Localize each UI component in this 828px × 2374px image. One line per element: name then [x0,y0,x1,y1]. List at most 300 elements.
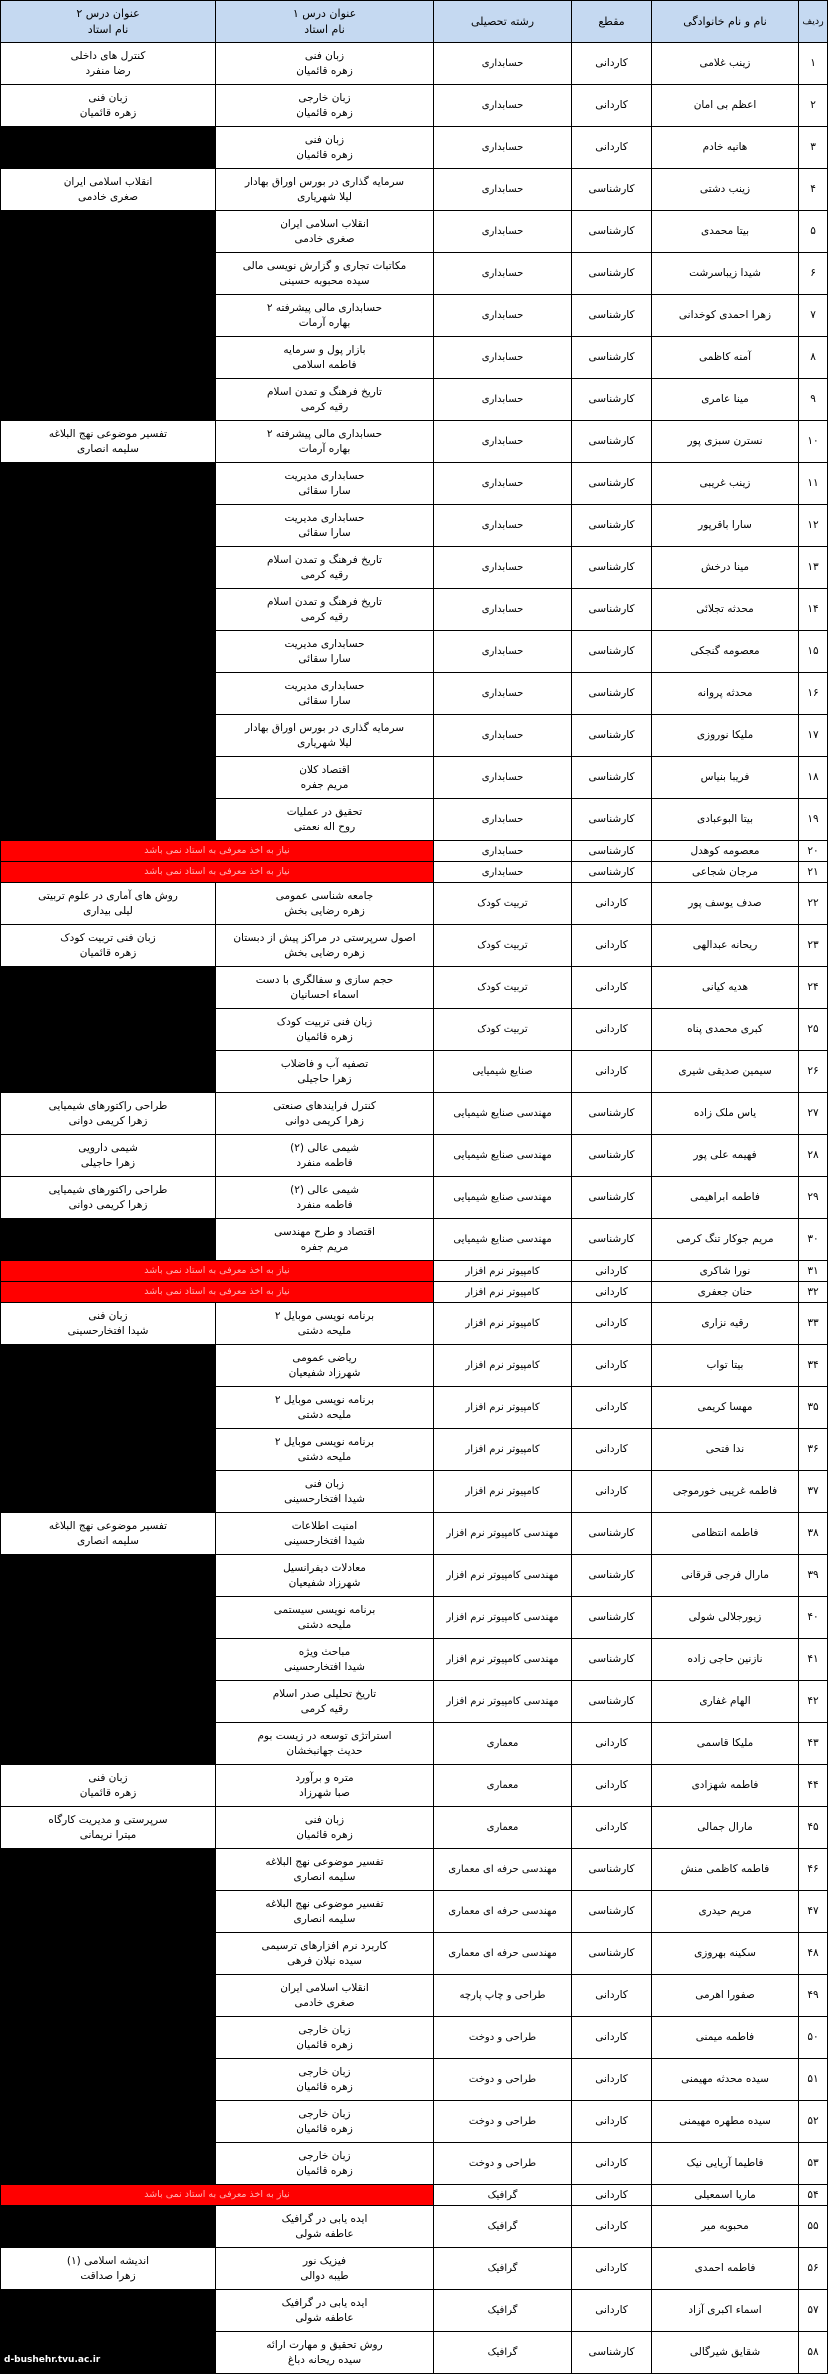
student-name: معصومه کوهدل [651,841,798,862]
field-of-study: حسابداری [433,421,571,463]
course-1-cell [215,1471,433,1513]
course-1-cell [215,253,433,295]
teacher-name: شیدا افتخارحسینی [284,1492,365,1505]
student-name: حنان جعفری [651,1282,798,1303]
field-of-study: کامپیوتر نرم افزار [433,1387,571,1429]
degree-level: کارشناسی [571,1513,651,1555]
row-number: ۱ [798,43,827,85]
teacher-name: رقیه کرمی [300,568,349,581]
row-number: ۳۹ [798,1555,827,1597]
degree-level: کاردانی [571,967,651,1009]
degree-level: کارشناسی [571,1093,651,1135]
course-1-cell [215,757,433,799]
row-number: ۲ [798,85,827,127]
row-number: ۲۰ [798,841,827,862]
field-of-study: طراحی و دوخت [433,2143,571,2185]
teacher-name: سلیمه انصاری [293,1912,356,1925]
row-number: ۳۸ [798,1513,827,1555]
field-of-study: حسابداری [433,547,571,589]
degree-level: کارشناسی [571,2332,651,2374]
teacher-name: رقیه کرمی [300,1702,349,1715]
field-of-study: معماری [433,1765,571,1807]
course-title: جامعه شناسی عمومی [275,889,374,902]
field-of-study: مهندسی صنایع شیمیایی [433,1135,571,1177]
course-title: زبان فنی [304,1813,345,1826]
teacher-name: زهرا کریمی دوانی [285,1114,364,1127]
field-of-study: گرافیک [433,2206,571,2248]
course-title: زبان فنی [304,133,345,146]
degree-level: کاردانی [571,2185,651,2206]
header-course-2-title: عنوان درس ۲ [76,6,140,20]
field-of-study: کامپیوتر نرم افزار [433,1303,571,1345]
student-name: نورا شاکری [651,1261,798,1282]
degree-level: کارشناسی [571,673,651,715]
table-row [0,2206,827,2248]
student-name: ملیکا قاسمی [651,1723,798,1765]
row-number: ۱۹ [798,799,827,841]
table-row [0,1555,827,1597]
field-of-study: حسابداری [433,43,571,85]
student-name: هدیه کیانی [651,967,798,1009]
course-title: انقلاب اسلامی ایران [63,175,153,188]
empty-course-cell [0,673,215,715]
course-2-cell [0,1177,215,1219]
table-row [0,631,827,673]
teacher-name: لیلا شهریاری [297,736,352,749]
course-1-cell [215,1513,433,1555]
empty-course-cell [0,127,215,169]
course-2-cell [0,1093,215,1135]
degree-level: کارشناسی [571,1933,651,1975]
course-2-cell [0,883,215,925]
course-title: فیزیک نور [302,2254,347,2267]
degree-level: کارشناسی [571,715,651,757]
teacher-name: بهاره آرمات [298,316,351,329]
empty-course-cell [0,1891,215,1933]
header-course-2-teacher: نام استاد [87,22,129,36]
student-name: زینب غلامی [651,43,798,85]
header-course-1 [215,1,433,43]
empty-course-cell [0,463,215,505]
field-of-study: طراحی و دوخت [433,2101,571,2143]
table-header-row [0,1,827,43]
course-2-cell [0,169,215,211]
teacher-name: سلیمه انصاری [77,442,139,455]
course-title: زبان فنی تربیت کودک [276,1015,373,1028]
empty-course-cell [0,1933,215,1975]
course-2-cell [0,1807,215,1849]
table-row [0,169,827,211]
course-title: حجم سازی و سفالگری با دست [255,973,394,986]
row-number: ۲۲ [798,883,827,925]
table-row [0,337,827,379]
table-row [0,2332,827,2374]
teacher-name: سیده ریحانه دباغ [287,2353,362,2366]
field-of-study: مهندسی حرفه ای معماری [433,1891,571,1933]
degree-level: کاردانی [571,1387,651,1429]
field-of-study: حسابداری [433,253,571,295]
table-row [0,1345,827,1387]
empty-course-cell [0,967,215,1009]
student-name: زینب غریبی [651,463,798,505]
field-of-study: کامپیوتر نرم افزار [433,1282,571,1303]
row-number: ۵ [798,211,827,253]
row-number: ۴۹ [798,1975,827,2017]
table-row [0,85,827,127]
degree-level: کاردانی [571,2017,651,2059]
table-row [0,1891,827,1933]
header-course-1-teacher: نام استاد [304,22,345,36]
degree-level: کاردانی [571,1975,651,2017]
degree-level: کارشناسی [571,1597,651,1639]
course-title: ریاضی عمومی [292,1351,357,1364]
student-name: ندا فتحی [651,1429,798,1471]
field-of-study: تربیت کودک [433,883,571,925]
teacher-name: میترا نریمانی [79,1828,137,1841]
table-row [0,673,827,715]
teacher-name: شهرزاد شفیعیان [288,1366,361,1379]
row-number: ۴۸ [798,1933,827,1975]
table-row [0,295,827,337]
row-number: ۲۸ [798,1135,827,1177]
teacher-name: ملیحه دشتی [297,1450,352,1463]
student-name: سارا باقرپور [651,505,798,547]
course-title: برنامه نویسی موبایل ۲ [274,1309,375,1322]
degree-level: کارشناسی [571,1891,651,1933]
field-of-study: مهندسی کامپیوتر نرم افزار [433,1555,571,1597]
teacher-name: زهره قائمیان [296,2164,353,2177]
teacher-name: عاطفه شولی [295,2227,354,2240]
course-2-cell [0,421,215,463]
degree-level: کارشناسی [571,505,651,547]
student-name: محبوبه میر [651,2206,798,2248]
course-2-cell [0,2248,215,2290]
course-1-cell [215,1849,433,1891]
course-title: حسابداری مدیریت [284,679,365,692]
course-title: زبان خارجی [298,2107,351,2120]
course-1-cell [215,1933,433,1975]
student-name: یاس ملک زاده [651,1093,798,1135]
teacher-name: اسماء احسانیان [290,988,359,1001]
teacher-name: سلیمه انصاری [77,1534,139,1547]
row-number: ۳۲ [798,1282,827,1303]
degree-level: کارشناسی [571,547,651,589]
degree-level: کاردانی [571,1765,651,1807]
table-row [0,589,827,631]
course-1-cell [215,547,433,589]
row-number: ۹ [798,379,827,421]
row-number: ۱۸ [798,757,827,799]
teacher-name: شیدا افتخارحسینی [284,1660,365,1673]
course-1-cell [215,1093,433,1135]
field-of-study: حسابداری [433,463,571,505]
field-of-study: طراحی و چاپ پارچه [433,1975,571,2017]
course-1-cell [215,2332,433,2374]
empty-course-cell [0,715,215,757]
course-1-cell [215,631,433,673]
header-degree-level: مقطع [571,1,651,43]
row-number: ۵۵ [798,2206,827,2248]
course-1-cell [215,2206,433,2248]
course-title: حسابداری مالی پیشرفته ۲ [266,427,383,440]
field-of-study: گرافیک [433,2290,571,2332]
course-1-cell [215,715,433,757]
teacher-name: فاطمه اسلامی [292,358,357,371]
row-number: ۳ [798,127,827,169]
teacher-name: لیلی بیداری [83,904,133,917]
degree-level: کارشناسی [571,841,651,862]
row-number: ۷ [798,295,827,337]
empty-course-cell [0,547,215,589]
course-title: تفسیر موضوعی نهج البلاغه [48,1519,168,1532]
course-title: زبان فنی تربیت کودک [60,931,156,944]
empty-course-cell [0,1681,215,1723]
degree-level: کاردانی [571,2059,651,2101]
degree-level: کاردانی [571,1429,651,1471]
teacher-name: زهره قائمیان [296,148,353,161]
teacher-name: زهرا کریمی دوانی [68,1114,148,1127]
degree-level: کاردانی [571,1051,651,1093]
table-row [0,1723,827,1765]
course-1-cell [215,337,433,379]
degree-level: کاردانی [571,1723,651,1765]
row-number: ۱۷ [798,715,827,757]
course-title: کنترل فرایندهای صنعتی [273,1099,376,1112]
course-title: زبان فنی [88,91,128,104]
header-field-of-study: رشته تحصیلی [433,1,571,43]
field-of-study: کامپیوتر نرم افزار [433,1429,571,1471]
field-of-study: حسابداری [433,337,571,379]
degree-level: کارشناسی [571,379,651,421]
teacher-name: زهره قائمیان [296,2038,353,2051]
course-title: زبان خارجی [298,2065,351,2078]
course-2-cell [0,1765,215,1807]
row-number: ۲۳ [798,925,827,967]
degree-level: کاردانی [571,1807,651,1849]
field-of-study: حسابداری [433,862,571,883]
student-name: مارال فرجی قرقانی [651,1555,798,1597]
course-1-cell [215,1597,433,1639]
header-student-name: نام و نام خانوادگی [651,1,798,43]
course-title: تاریخ تحلیلی صدر اسلام [272,1687,377,1700]
field-of-study: مهندسی حرفه ای معماری [433,1933,571,1975]
empty-course-cell [0,2332,215,2374]
course-1-cell [215,2101,433,2143]
course-1-cell [215,2248,433,2290]
course-1-cell [215,1009,433,1051]
row-number: ۵۳ [798,2143,827,2185]
degree-level: کاردانی [571,43,651,85]
table-row [0,2017,827,2059]
degree-level: کارشناسی [571,253,651,295]
student-name: الهام غفاری [651,1681,798,1723]
empty-course-cell [0,295,215,337]
row-number: ۴۲ [798,1681,827,1723]
course-1-cell [215,463,433,505]
teacher-name: مریم جفره [300,1240,349,1253]
course-title: انقلاب اسلامی ایران [280,1981,369,1994]
course-1-cell [215,1177,433,1219]
student-name: فاطمه شهزادی [651,1765,798,1807]
no-referral-notice: نیاز به اخذ معرفی به استاد نمی باشد [0,2185,433,2206]
degree-level: کارشناسی [571,463,651,505]
course-title: سرمایه گذاری در بورس اوراق بهادار [244,721,405,734]
student-name: کبری محمدی پناه [651,1009,798,1051]
course-1-cell [215,295,433,337]
teacher-name: زهره قائمیان [296,2080,353,2093]
field-of-study: گرافیک [433,2185,571,2206]
row-number: ۲۹ [798,1177,827,1219]
degree-level: کاردانی [571,1009,651,1051]
course-title: زبان خارجی [298,91,351,104]
field-of-study: تربیت کودک [433,925,571,967]
table-row [0,1975,827,2017]
table-row [0,925,827,967]
student-name: هانیه خادم [651,127,798,169]
table-row [0,715,827,757]
empty-course-cell [0,505,215,547]
student-name: سیمین صدیقی شیری [651,1051,798,1093]
course-1-cell [215,673,433,715]
row-number: ۴۰ [798,1597,827,1639]
course-title: کنترل های داخلی [70,49,146,62]
empty-course-cell [0,1849,215,1891]
field-of-study: مهندسی کامپیوتر نرم افزار [433,1681,571,1723]
teacher-name: زهره قائمیان [296,106,353,119]
degree-level: کارشناسی [571,421,651,463]
no-referral-notice: نیاز به اخذ معرفی به استاد نمی باشد [0,862,433,883]
field-of-study: حسابداری [433,169,571,211]
row-number: ۵۲ [798,2101,827,2143]
table-row [0,463,827,505]
empty-course-cell [0,1387,215,1429]
header-course-2 [0,1,215,43]
student-name: محدثه پروانه [651,673,798,715]
student-name: سیده محدثه مهیمنی [651,2059,798,2101]
teacher-name: ملیحه دشتی [297,1618,352,1631]
row-number: ۴۳ [798,1723,827,1765]
degree-level: کاردانی [571,2206,651,2248]
student-name: فاطمه احمدی [651,2248,798,2290]
field-of-study: حسابداری [433,799,571,841]
row-number: ۱۱ [798,463,827,505]
course-title: حسابداری مدیریت [284,637,365,650]
course-title: برنامه نویسی موبایل ۲ [274,1393,375,1406]
table-row [0,1219,827,1261]
teacher-name: روح اله نعمتی [293,820,356,833]
empty-course-cell [0,799,215,841]
student-name: مینا درخش [651,547,798,589]
teacher-name: زهره قائمیان [296,1828,353,1841]
course-title: تاریخ فرهنگ و تمدن اسلام [267,385,382,398]
empty-course-cell [0,1723,215,1765]
field-of-study: حسابداری [433,295,571,337]
row-number: ۳۴ [798,1345,827,1387]
course-1-cell [215,799,433,841]
table-row [0,505,827,547]
table-row [0,253,827,295]
table-row [0,2059,827,2101]
row-number: ۴۱ [798,1639,827,1681]
course-title: کاربرد نرم افزارهای ترسیمی [261,1939,388,1952]
row-number: ۴۵ [798,1807,827,1849]
degree-level: کاردانی [571,925,651,967]
degree-level: کاردانی [571,1282,651,1303]
field-of-study: حسابداری [433,505,571,547]
course-1-cell [215,1765,433,1807]
student-name: اسماء اکبری آزاد [651,2290,798,2332]
degree-level: کاردانی [571,2143,651,2185]
row-number: ۶ [798,253,827,295]
degree-level: کاردانی [571,2101,651,2143]
course-1-cell [215,1975,433,2017]
teacher-name: سارا سقائی [298,526,351,539]
student-name: آمنه کاظمی [651,337,798,379]
course-2-cell [0,1135,215,1177]
course-1-cell [215,1681,433,1723]
course-1-cell [215,1303,433,1345]
table-row [0,421,827,463]
empty-course-cell [0,337,215,379]
table-row [0,1429,827,1471]
field-of-study: حسابداری [433,757,571,799]
course-title: تفسیر موضوعی نهج البلاغه [265,1897,384,1910]
course-2-cell [0,43,215,85]
empty-course-cell [0,2290,215,2332]
degree-level: کارشناسی [571,295,651,337]
course-title: حسابداری مالی پیشرفته ۲ [266,301,383,314]
student-name: فاطمه غریبی خورموجی [651,1471,798,1513]
course-1-cell [215,127,433,169]
field-of-study: حسابداری [433,589,571,631]
row-number: ۳۰ [798,1219,827,1261]
degree-level: کارشناسی [571,1849,651,1891]
course-2-cell [0,1513,215,1555]
course-1-cell [215,1891,433,1933]
course-1-cell [215,1639,433,1681]
course-title: طراحی راکتورهای شیمیایی [48,1099,168,1112]
field-of-study: معماری [433,1723,571,1765]
degree-level: کارشناسی [571,1135,651,1177]
degree-level: کارشناسی [571,631,651,673]
empty-course-cell [0,1555,215,1597]
course-1-cell [215,169,433,211]
field-of-study: مهندسی حرفه ای معماری [433,1849,571,1891]
course-title: زبان خارجی [298,2149,351,2162]
degree-level: کارشناسی [571,169,651,211]
field-of-study: کامپیوتر نرم افزار [433,1471,571,1513]
student-name: زینب دشتی [651,169,798,211]
student-name: فاطیما آریایی نیک [651,2143,798,2185]
table-row [0,1681,827,1723]
table-row [0,379,827,421]
teacher-name: شیدا افتخارحسینی [284,1534,365,1547]
teacher-name: شهرزاد شفیعیان [288,1576,361,1589]
course-1-cell [215,43,433,85]
empty-course-cell [0,1345,215,1387]
table-row [0,1303,827,1345]
empty-course-cell [0,1051,215,1093]
teacher-name: سیده نیلان فرهی [287,1954,362,1967]
degree-level: کارشناسی [571,757,651,799]
teacher-name: سلیمه انصاری [293,1870,356,1883]
empty-course-cell [0,1471,215,1513]
student-name: بیتا البوعبادی [651,799,798,841]
course-title: شیمی عالی (۲) [290,1141,359,1154]
course-title: انقلاب اسلامی ایران [280,217,369,230]
row-number: ۲۱ [798,862,827,883]
site-watermark: d-bushehr.tvu.ac.ir [4,2355,101,2365]
